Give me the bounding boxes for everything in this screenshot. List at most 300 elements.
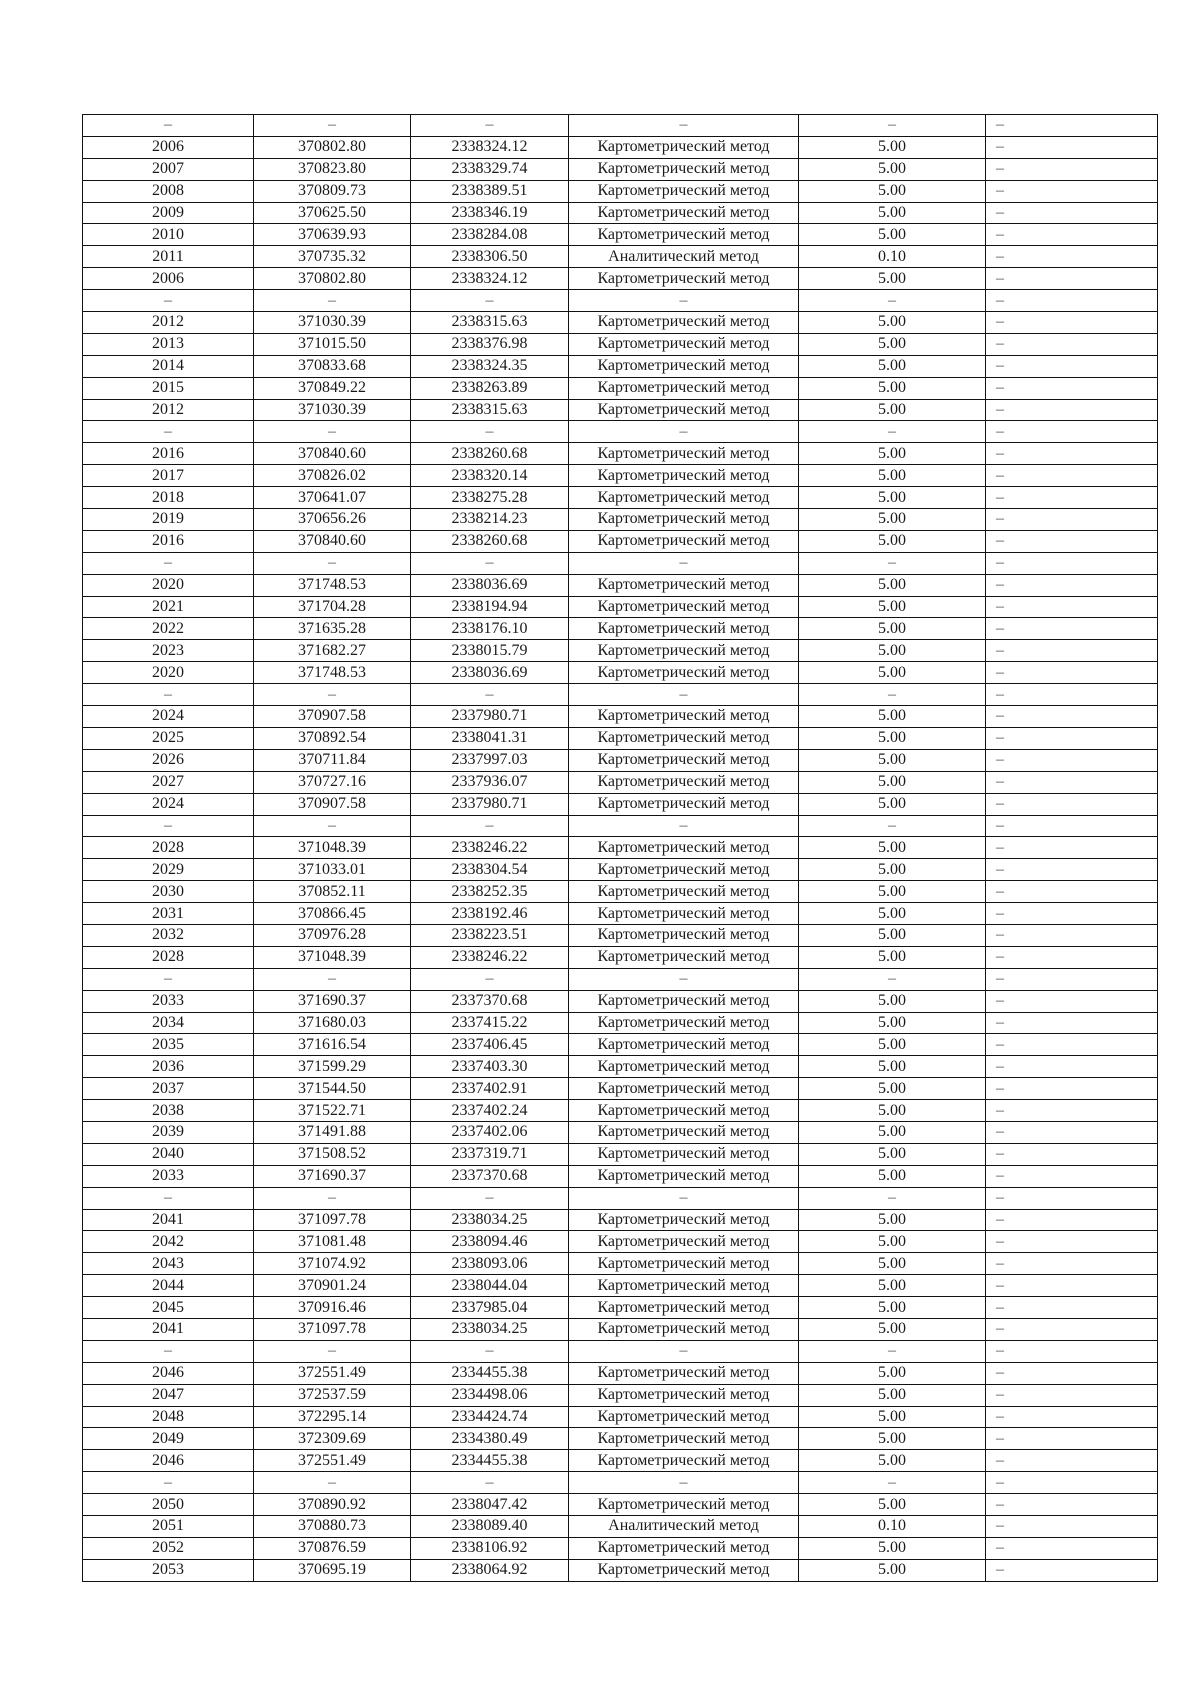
cell-point-number: 2037: [83, 1078, 254, 1100]
cell-x-coordinate: 370802.80: [254, 268, 411, 290]
cell-accuracy: 5.00: [799, 640, 986, 662]
cell-point-number: 2035: [83, 1034, 254, 1056]
cell-method: Картометрический метод: [569, 771, 799, 793]
cell-x-coordinate: 371748.53: [254, 574, 411, 596]
cell-accuracy: 5.00: [799, 1034, 986, 1056]
cell-accuracy: 5.00: [799, 224, 986, 246]
table-row: [83, 180, 1158, 202]
separator-row: [83, 968, 1158, 990]
cell-point-number: 2044: [83, 1275, 254, 1297]
cell-description: –: [986, 640, 1158, 662]
cell-description: –: [986, 355, 1158, 377]
cell-x-coordinate: –: [254, 1340, 411, 1362]
cell-x-coordinate: –: [254, 1187, 411, 1209]
cell-accuracy: 5.00: [799, 333, 986, 355]
cell-method: Картометрический метод: [569, 180, 799, 202]
cell-point-number: 2027: [83, 771, 254, 793]
cell-accuracy: 5.00: [799, 509, 986, 531]
cell-description: –: [986, 268, 1158, 290]
cell-point-number: –: [83, 115, 254, 137]
cell-y-coordinate: 2338315.63: [411, 399, 569, 421]
cell-method: –: [569, 290, 799, 312]
cell-accuracy: 5.00: [799, 1318, 986, 1340]
table-row: [83, 465, 1158, 487]
cell-method: Картометрический метод: [569, 1121, 799, 1143]
table-row: [83, 158, 1158, 180]
cell-description: –: [986, 1559, 1158, 1581]
cell-y-coordinate: –: [411, 815, 569, 837]
cell-description: –: [986, 1340, 1158, 1362]
cell-method: Картометрический метод: [569, 1559, 799, 1581]
cell-description: –: [986, 158, 1158, 180]
cell-point-number: 2030: [83, 881, 254, 903]
table-row: [83, 268, 1158, 290]
table-row: [83, 1100, 1158, 1122]
cell-description: –: [986, 399, 1158, 421]
cell-y-coordinate: 2338036.69: [411, 574, 569, 596]
cell-y-coordinate: 2338260.68: [411, 530, 569, 552]
cell-y-coordinate: 2338192.46: [411, 903, 569, 925]
cell-point-number: 2038: [83, 1100, 254, 1122]
cell-point-number: –: [83, 552, 254, 574]
cell-y-coordinate: –: [411, 115, 569, 137]
cell-y-coordinate: 2334498.06: [411, 1384, 569, 1406]
cell-method: Картометрический метод: [569, 1406, 799, 1428]
cell-point-number: 2013: [83, 333, 254, 355]
cell-x-coordinate: 371616.54: [254, 1034, 411, 1056]
cell-x-coordinate: 370809.73: [254, 180, 411, 202]
cell-method: Картометрический метод: [569, 990, 799, 1012]
table-row: [83, 1297, 1158, 1319]
cell-y-coordinate: 2337370.68: [411, 990, 569, 1012]
cell-method: Картометрический метод: [569, 377, 799, 399]
cell-description: –: [986, 312, 1158, 334]
cell-point-number: 2046: [83, 1450, 254, 1472]
cell-y-coordinate: 2338089.40: [411, 1516, 569, 1538]
cell-y-coordinate: 2337402.06: [411, 1121, 569, 1143]
cell-method: Картометрический метод: [569, 399, 799, 421]
cell-y-coordinate: 2338324.12: [411, 136, 569, 158]
cell-method: Аналитический метод: [569, 1516, 799, 1538]
cell-y-coordinate: 2338036.69: [411, 662, 569, 684]
cell-description: –: [986, 290, 1158, 312]
cell-accuracy: –: [799, 684, 986, 706]
separator-row: [83, 552, 1158, 574]
cell-method: Картометрический метод: [569, 924, 799, 946]
cell-accuracy: 5.00: [799, 530, 986, 552]
cell-point-number: 2025: [83, 727, 254, 749]
table-row: [83, 1428, 1158, 1450]
table-row: [83, 662, 1158, 684]
cell-description: –: [986, 968, 1158, 990]
cell-x-coordinate: 371544.50: [254, 1078, 411, 1100]
table-row: [83, 1275, 1158, 1297]
cell-description: –: [986, 924, 1158, 946]
cell-x-coordinate: 370656.26: [254, 509, 411, 531]
cell-accuracy: 5.00: [799, 990, 986, 1012]
cell-accuracy: 5.00: [799, 465, 986, 487]
cell-y-coordinate: 2334455.38: [411, 1362, 569, 1384]
cell-y-coordinate: 2337403.30: [411, 1056, 569, 1078]
cell-x-coordinate: 371682.27: [254, 640, 411, 662]
cell-y-coordinate: 2338284.08: [411, 224, 569, 246]
cell-y-coordinate: 2338389.51: [411, 180, 569, 202]
cell-accuracy: 5.00: [799, 574, 986, 596]
cell-y-coordinate: 2334380.49: [411, 1428, 569, 1450]
cell-x-coordinate: 371081.48: [254, 1231, 411, 1253]
cell-accuracy: 5.00: [799, 312, 986, 334]
cell-accuracy: 5.00: [799, 158, 986, 180]
cell-point-number: 2024: [83, 793, 254, 815]
cell-description: –: [986, 1056, 1158, 1078]
cell-accuracy: 5.00: [799, 771, 986, 793]
cell-point-number: 2018: [83, 487, 254, 509]
cell-accuracy: 5.00: [799, 487, 986, 509]
cell-x-coordinate: –: [254, 815, 411, 837]
cell-description: –: [986, 1165, 1158, 1187]
table-row: [83, 443, 1158, 465]
cell-method: –: [569, 684, 799, 706]
cell-method: Картометрический метод: [569, 465, 799, 487]
table-row: [83, 990, 1158, 1012]
cell-description: –: [986, 1494, 1158, 1516]
cell-accuracy: 5.00: [799, 1297, 986, 1319]
cell-method: –: [569, 1340, 799, 1362]
separator-row: [83, 1187, 1158, 1209]
cell-description: –: [986, 246, 1158, 268]
cell-point-number: 2006: [83, 268, 254, 290]
table-row: [83, 574, 1158, 596]
cell-accuracy: 5.00: [799, 1078, 986, 1100]
table-row: [83, 333, 1158, 355]
cell-point-number: 2042: [83, 1231, 254, 1253]
cell-method: Картометрический метод: [569, 793, 799, 815]
cell-x-coordinate: –: [254, 421, 411, 443]
cell-point-number: 2029: [83, 859, 254, 881]
cell-description: –: [986, 421, 1158, 443]
cell-point-number: –: [83, 290, 254, 312]
cell-y-coordinate: –: [411, 1187, 569, 1209]
cell-method: Картометрический метод: [569, 1450, 799, 1472]
cell-description: –: [986, 1012, 1158, 1034]
cell-description: –: [986, 1318, 1158, 1340]
cell-y-coordinate: –: [411, 552, 569, 574]
cell-method: –: [569, 1187, 799, 1209]
cell-accuracy: 5.00: [799, 443, 986, 465]
cell-accuracy: 5.00: [799, 180, 986, 202]
cell-method: Картометрический метод: [569, 749, 799, 771]
table-row: [83, 727, 1158, 749]
cell-y-coordinate: 2338044.04: [411, 1275, 569, 1297]
cell-description: –: [986, 662, 1158, 684]
cell-point-number: –: [83, 968, 254, 990]
cell-x-coordinate: 370639.93: [254, 224, 411, 246]
cell-method: Картометрический метод: [569, 530, 799, 552]
cell-x-coordinate: 371704.28: [254, 596, 411, 618]
cell-x-coordinate: 370907.58: [254, 793, 411, 815]
cell-point-number: 2022: [83, 618, 254, 640]
cell-description: –: [986, 1450, 1158, 1472]
cell-method: Картометрический метод: [569, 1384, 799, 1406]
cell-y-coordinate: 2338034.25: [411, 1318, 569, 1340]
cell-description: –: [986, 1121, 1158, 1143]
cell-accuracy: 5.00: [799, 596, 986, 618]
cell-x-coordinate: –: [254, 290, 411, 312]
cell-y-coordinate: 2338346.19: [411, 202, 569, 224]
cell-method: Картометрический метод: [569, 355, 799, 377]
cell-point-number: 2036: [83, 1056, 254, 1078]
cell-accuracy: 5.00: [799, 136, 986, 158]
cell-y-coordinate: 2338275.28: [411, 487, 569, 509]
cell-accuracy: 5.00: [799, 1012, 986, 1034]
cell-point-number: 2024: [83, 706, 254, 728]
cell-accuracy: 5.00: [799, 355, 986, 377]
cell-point-number: 2028: [83, 946, 254, 968]
cell-y-coordinate: 2338047.42: [411, 1494, 569, 1516]
cell-point-number: 2031: [83, 903, 254, 925]
cell-description: –: [986, 727, 1158, 749]
cell-y-coordinate: 2338246.22: [411, 837, 569, 859]
cell-x-coordinate: 370840.60: [254, 530, 411, 552]
separator-row: [83, 290, 1158, 312]
cell-accuracy: 5.00: [799, 924, 986, 946]
cell-point-number: –: [83, 421, 254, 443]
cell-point-number: 2049: [83, 1428, 254, 1450]
cell-description: –: [986, 815, 1158, 837]
cell-accuracy: 5.00: [799, 749, 986, 771]
cell-x-coordinate: 370976.28: [254, 924, 411, 946]
table-row: [83, 1078, 1158, 1100]
cell-point-number: 2034: [83, 1012, 254, 1034]
cell-y-coordinate: 2338194.94: [411, 596, 569, 618]
cell-x-coordinate: 371097.78: [254, 1209, 411, 1231]
cell-y-coordinate: 2337370.68: [411, 1165, 569, 1187]
coordinates-table-body: [83, 115, 1158, 1582]
cell-description: –: [986, 487, 1158, 509]
cell-description: –: [986, 333, 1158, 355]
cell-x-coordinate: 370892.54: [254, 727, 411, 749]
cell-method: Картометрический метод: [569, 202, 799, 224]
cell-point-number: 2040: [83, 1143, 254, 1165]
cell-x-coordinate: 370876.59: [254, 1537, 411, 1559]
cell-point-number: 2017: [83, 465, 254, 487]
cell-description: –: [986, 1472, 1158, 1494]
cell-method: Картометрический метод: [569, 1165, 799, 1187]
separator-row: [83, 1472, 1158, 1494]
cell-accuracy: 5.00: [799, 903, 986, 925]
cell-description: –: [986, 990, 1158, 1012]
cell-method: Картометрический метод: [569, 574, 799, 596]
cell-y-coordinate: 2338320.14: [411, 465, 569, 487]
cell-x-coordinate: 370735.32: [254, 246, 411, 268]
table-row: [83, 355, 1158, 377]
cell-x-coordinate: 371033.01: [254, 859, 411, 881]
cell-y-coordinate: –: [411, 1472, 569, 1494]
table-row: [83, 596, 1158, 618]
cell-method: Картометрический метод: [569, 1078, 799, 1100]
cell-x-coordinate: 370802.80: [254, 136, 411, 158]
cell-point-number: 2012: [83, 312, 254, 334]
cell-description: –: [986, 1231, 1158, 1253]
cell-accuracy: 5.00: [799, 662, 986, 684]
cell-method: Картометрический метод: [569, 596, 799, 618]
cell-accuracy: 5.00: [799, 1056, 986, 1078]
cell-description: –: [986, 1253, 1158, 1275]
cell-point-number: 2026: [83, 749, 254, 771]
cell-x-coordinate: 370625.50: [254, 202, 411, 224]
cell-description: –: [986, 859, 1158, 881]
cell-x-coordinate: –: [254, 1472, 411, 1494]
cell-method: Картометрический метод: [569, 618, 799, 640]
cell-x-coordinate: 370826.02: [254, 465, 411, 487]
cell-y-coordinate: 2338252.35: [411, 881, 569, 903]
cell-description: –: [986, 224, 1158, 246]
cell-x-coordinate: 372537.59: [254, 1384, 411, 1406]
cell-method: Картометрический метод: [569, 662, 799, 684]
cell-y-coordinate: 2337402.91: [411, 1078, 569, 1100]
cell-description: –: [986, 793, 1158, 815]
table-row: [83, 224, 1158, 246]
table-row: [83, 246, 1158, 268]
cell-y-coordinate: 2338214.23: [411, 509, 569, 531]
cell-accuracy: 5.00: [799, 946, 986, 968]
cell-y-coordinate: 2337402.24: [411, 1100, 569, 1122]
cell-method: Картометрический метод: [569, 268, 799, 290]
cell-method: Картометрический метод: [569, 1362, 799, 1384]
cell-accuracy: 5.00: [799, 377, 986, 399]
cell-x-coordinate: 371635.28: [254, 618, 411, 640]
table-row: [83, 793, 1158, 815]
cell-method: Картометрический метод: [569, 946, 799, 968]
cell-accuracy: –: [799, 552, 986, 574]
table-row: [83, 312, 1158, 334]
cell-accuracy: 5.00: [799, 202, 986, 224]
cell-method: –: [569, 815, 799, 837]
cell-accuracy: –: [799, 290, 986, 312]
cell-x-coordinate: 371048.39: [254, 946, 411, 968]
separator-row: [83, 684, 1158, 706]
cell-accuracy: 5.00: [799, 793, 986, 815]
cell-method: Картометрический метод: [569, 640, 799, 662]
table-row: [83, 399, 1158, 421]
cell-point-number: 2006: [83, 136, 254, 158]
cell-accuracy: 5.00: [799, 1559, 986, 1581]
cell-point-number: 2032: [83, 924, 254, 946]
cell-x-coordinate: –: [254, 552, 411, 574]
table-row: [83, 487, 1158, 509]
cell-point-number: 2039: [83, 1121, 254, 1143]
cell-description: –: [986, 1100, 1158, 1122]
cell-point-number: 2045: [83, 1297, 254, 1319]
cell-method: Картометрический метод: [569, 1209, 799, 1231]
cell-accuracy: –: [799, 815, 986, 837]
cell-y-coordinate: –: [411, 1340, 569, 1362]
cell-point-number: 2014: [83, 355, 254, 377]
cell-accuracy: 5.00: [799, 1121, 986, 1143]
cell-accuracy: 5.00: [799, 1494, 986, 1516]
cell-method: Картометрический метод: [569, 136, 799, 158]
cell-method: Картометрический метод: [569, 903, 799, 925]
cell-point-number: 2023: [83, 640, 254, 662]
cell-x-coordinate: –: [254, 684, 411, 706]
cell-x-coordinate: 370901.24: [254, 1275, 411, 1297]
cell-y-coordinate: 2338263.89: [411, 377, 569, 399]
cell-x-coordinate: 370866.45: [254, 903, 411, 925]
separator-row: [83, 115, 1158, 137]
table-row: [83, 837, 1158, 859]
table-row: [83, 509, 1158, 531]
cell-description: –: [986, 771, 1158, 793]
cell-point-number: 2028: [83, 837, 254, 859]
cell-method: –: [569, 115, 799, 137]
cell-description: –: [986, 1143, 1158, 1165]
cell-point-number: 2041: [83, 1209, 254, 1231]
cell-method: Картометрический метод: [569, 1494, 799, 1516]
cell-x-coordinate: 370880.73: [254, 1516, 411, 1538]
table-row: [83, 530, 1158, 552]
cell-x-coordinate: –: [254, 115, 411, 137]
cell-method: Картометрический метод: [569, 837, 799, 859]
cell-point-number: 2052: [83, 1537, 254, 1559]
cell-description: –: [986, 1209, 1158, 1231]
cell-y-coordinate: 2338176.10: [411, 618, 569, 640]
cell-accuracy: –: [799, 1187, 986, 1209]
cell-y-coordinate: 2337415.22: [411, 1012, 569, 1034]
cell-accuracy: 5.00: [799, 1450, 986, 1472]
cell-method: Картометрический метод: [569, 1253, 799, 1275]
cell-point-number: 2016: [83, 530, 254, 552]
cell-description: –: [986, 1362, 1158, 1384]
table-row: [83, 1384, 1158, 1406]
cell-accuracy: 5.00: [799, 727, 986, 749]
cell-x-coordinate: 370890.92: [254, 1494, 411, 1516]
table-row: [83, 202, 1158, 224]
table-row: [83, 640, 1158, 662]
table-row: [83, 1209, 1158, 1231]
cell-method: Картометрический метод: [569, 443, 799, 465]
table-row: [83, 1406, 1158, 1428]
cell-accuracy: 5.00: [799, 1406, 986, 1428]
cell-description: –: [986, 1537, 1158, 1559]
table-row: [83, 881, 1158, 903]
cell-method: –: [569, 552, 799, 574]
cell-method: Картометрический метод: [569, 1143, 799, 1165]
table-row: [83, 859, 1158, 881]
cell-x-coordinate: 370711.84: [254, 749, 411, 771]
cell-description: –: [986, 684, 1158, 706]
table-row: [83, 1362, 1158, 1384]
cell-y-coordinate: 2338306.50: [411, 246, 569, 268]
cell-x-coordinate: –: [254, 968, 411, 990]
cell-point-number: –: [83, 815, 254, 837]
cell-y-coordinate: 2338324.35: [411, 355, 569, 377]
cell-method: Картометрический метод: [569, 1537, 799, 1559]
cell-accuracy: 5.00: [799, 1428, 986, 1450]
table-row: [83, 903, 1158, 925]
cell-method: Картометрический метод: [569, 706, 799, 728]
cell-x-coordinate: 371074.92: [254, 1253, 411, 1275]
cell-description: –: [986, 530, 1158, 552]
cell-y-coordinate: 2338106.92: [411, 1537, 569, 1559]
cell-method: Картометрический метод: [569, 224, 799, 246]
cell-accuracy: 5.00: [799, 1100, 986, 1122]
cell-accuracy: 5.00: [799, 1143, 986, 1165]
table-row: [83, 1318, 1158, 1340]
cell-y-coordinate: 2338041.31: [411, 727, 569, 749]
cell-x-coordinate: 370641.07: [254, 487, 411, 509]
cell-method: Картометрический метод: [569, 859, 799, 881]
cell-point-number: 2046: [83, 1362, 254, 1384]
